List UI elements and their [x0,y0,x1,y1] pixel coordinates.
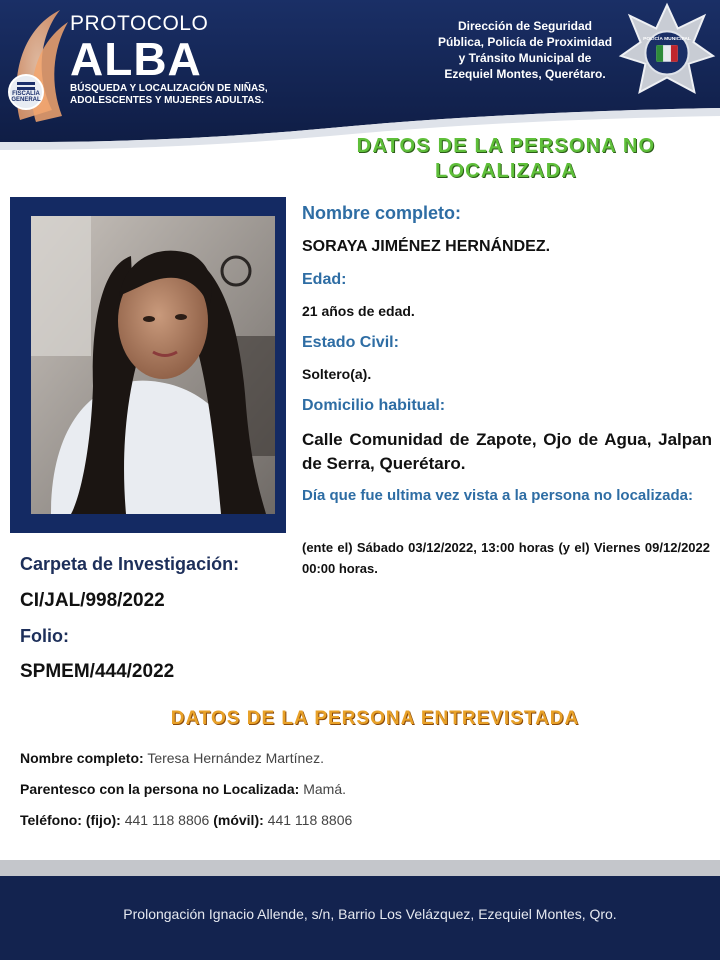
footer [0,876,720,960]
investigation-file-label: Carpeta de Investigación: [20,554,240,574]
phone-fixed-value: 441 118 8806 [120,812,214,828]
name-value: SORAYA JIMÉNEZ HERNÁNDEZ. [302,238,551,255]
interviewee-relation-value: Mamá. [299,781,346,797]
alba-title: ALBA [70,33,202,85]
section-title-line1: DATOS DE LA PERSONA NO [356,135,656,157]
civil-status-value: Soltero(a). [302,366,372,382]
folio-label: Folio: [20,626,69,646]
section-title-line2: LOCALIZADA [435,160,577,182]
agency-line3: y Tránsito Municipal de [458,51,592,65]
interviewee-name-value: Teresa Hernández Martínez. [143,750,324,766]
home-address-value: Calle Comunidad de Zapote, Ojo de Agua, Jalpan de Serra, Querétaro. [302,430,712,473]
alba-subtitle-line1: BÚSQUEDA Y LOCALIZACIÓN DE NIÑAS, [70,83,268,94]
agency-line4: Ezequiel Montes, Querétaro. [444,67,606,81]
agency-line1: Dirección de Seguridad [457,19,593,33]
alba-subtitle-line2: ADOLESCENTES Y MUJERES ADULTAS. [70,95,264,106]
footer-address: Prolongación Ignacio Allende, s/n, Barrio Los Velázquez, Ezequiel Montes, Qro. [123,906,617,922]
fiscalia-logo [8,74,44,110]
name-label: Nombre completo: [302,203,462,223]
interviewee-relation-row [20,781,346,797]
agency-line2: Pública, Policía de Proximidad [437,35,613,49]
interviewee-name-row [20,750,324,766]
folio-value: SPMEM/444/2022 [20,661,175,682]
interviewee-section-title: DATOS DE LA PERSONA ENTREVISTADA [170,708,580,729]
missing-person-photo [31,216,275,514]
agency-name [430,18,620,82]
investigation-file-value: CI/JAL/998/2022 [20,590,165,611]
alba-subtitle [70,83,268,107]
footer-divider [0,860,720,876]
interviewee-name-label: Nombre completo: [20,750,144,766]
last-seen-value: (ente el) Sábado 03/12/2022, 13:00 horas (y el) Viernes 09/12/2022 00:00 horas. [302,540,710,576]
photo-frame [10,197,286,533]
header-banner [0,0,720,150]
age-value: 21 años de edad. [302,303,415,319]
interviewee-phone-row [20,812,352,828]
home-address-label: Domicilio habitual: [302,397,446,414]
police-star-badge-icon [618,2,716,100]
interviewee-relation-label: Parentesco con la persona no Localizada: [20,781,300,797]
missing-person-section-title [300,134,712,184]
phone-mobile-value: 441 118 8806 [263,812,353,828]
civil-status-label: Estado Civil: [302,334,399,351]
phone-mobile-label: (móvil): [213,812,264,828]
phone-fixed-label: Teléfono: (fijo): [20,812,121,828]
protocolo-label: PROTOCOLO [70,12,209,35]
fiscalia-logo-text: FISCALÍA GENERAL [11,91,41,103]
last-seen-label: Día que fue ultima vez vista a la persona no localizada: [302,487,693,504]
svg-text:POLICÍA MUNICIPAL: POLICÍA MUNICIPAL [643,37,691,43]
age-label: Edad: [302,271,347,288]
